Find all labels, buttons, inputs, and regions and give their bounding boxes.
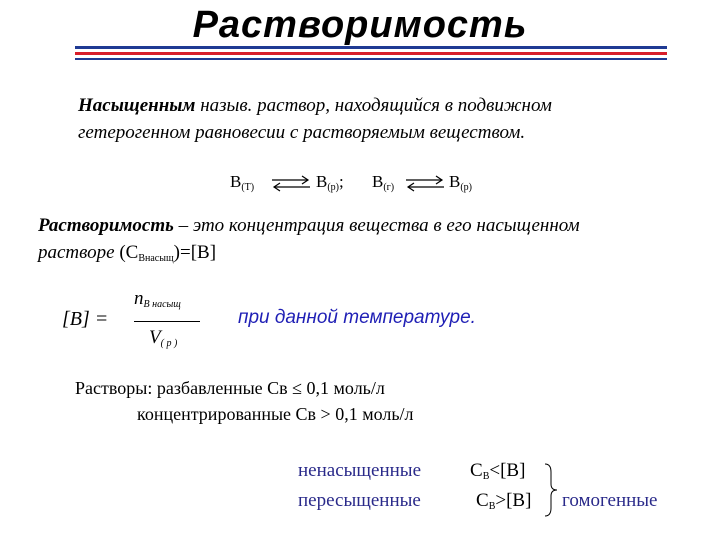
supersat-sub: B xyxy=(488,501,496,512)
temperature-note: при данной температуре. xyxy=(238,307,476,328)
formula-denominator xyxy=(149,327,177,349)
equilibrium-1-right xyxy=(316,172,344,193)
supersaturated-label: пересыщенные xyxy=(298,490,421,511)
eq-left2-sub: (г) xyxy=(383,182,395,193)
formula-v-sub: ( p ) xyxy=(160,338,178,349)
solutions-dilute-text: разбавленные Cв ≤ 0,1 моль/л xyxy=(156,378,385,398)
supersaturated-expr xyxy=(476,490,531,512)
title-rule-blue xyxy=(75,46,667,49)
supersat-end: >[B] xyxy=(495,490,532,511)
definition-line1: назыв. раствор, находящийся в подвижном xyxy=(195,95,552,116)
formula-v: V xyxy=(149,327,161,348)
unsat-end: <[B] xyxy=(489,460,526,481)
unsat-c: C xyxy=(470,460,483,481)
formula-n-sub: B насыщ xyxy=(143,299,181,310)
unsaturated-label: ненасыщенные xyxy=(298,460,421,481)
title-rule-red xyxy=(75,52,667,55)
unsat-sub: B xyxy=(482,471,490,482)
eq-right2: B xyxy=(449,172,461,191)
solutions-dilute xyxy=(75,378,385,399)
eq-left1-sub: (Т) xyxy=(241,182,255,193)
curly-brace-icon xyxy=(543,462,559,518)
formula-n: n xyxy=(134,288,144,309)
eq-right1: B xyxy=(316,172,328,191)
equilibrium-2-right xyxy=(449,172,472,193)
equilibrium-arrows-icon xyxy=(270,174,312,194)
eq-sep: ; xyxy=(339,172,344,191)
solutions-label: Растворы: xyxy=(75,378,153,398)
solubility-term: Растворимость xyxy=(38,215,174,236)
solutions-concentrated: концентрированные Cв > 0,1 моль/л xyxy=(137,404,414,424)
eq-left2: B xyxy=(372,172,384,191)
equilibrium-arrows-icon-2 xyxy=(404,174,446,194)
saturated-definition xyxy=(78,92,552,146)
page-title: Растворимость xyxy=(192,4,528,46)
solubility-line2-sub: Внасыщ xyxy=(138,253,174,264)
definition-line2: гетерогенном равновесии с растворяемым веществом. xyxy=(78,122,526,143)
formula-lhs: [B] = xyxy=(62,308,109,330)
eq-left1: B xyxy=(230,172,242,191)
solubility-line1: – это концентрация вещества в его насыщенном xyxy=(173,215,580,236)
formula-numerator xyxy=(134,288,181,310)
eq-right1-sub: (р) xyxy=(327,182,340,193)
equilibrium-1 xyxy=(230,172,254,193)
supersat-c: C xyxy=(476,490,489,511)
solubility-line2-end: )=[B] xyxy=(173,242,217,263)
fraction-bar xyxy=(134,321,200,322)
solubility-line2-italic: растворе xyxy=(38,242,115,263)
homogeneous-label: гомогенные xyxy=(562,490,658,511)
solubility-line2-plain: (C xyxy=(114,242,139,263)
title-rule-blue-2 xyxy=(75,58,667,60)
saturated-term: Насыщенным xyxy=(78,95,196,116)
solubility-definition xyxy=(38,212,580,272)
unsaturated-expr xyxy=(470,460,525,482)
equilibrium-2 xyxy=(372,172,394,193)
eq-right2-sub: (р) xyxy=(460,182,473,193)
